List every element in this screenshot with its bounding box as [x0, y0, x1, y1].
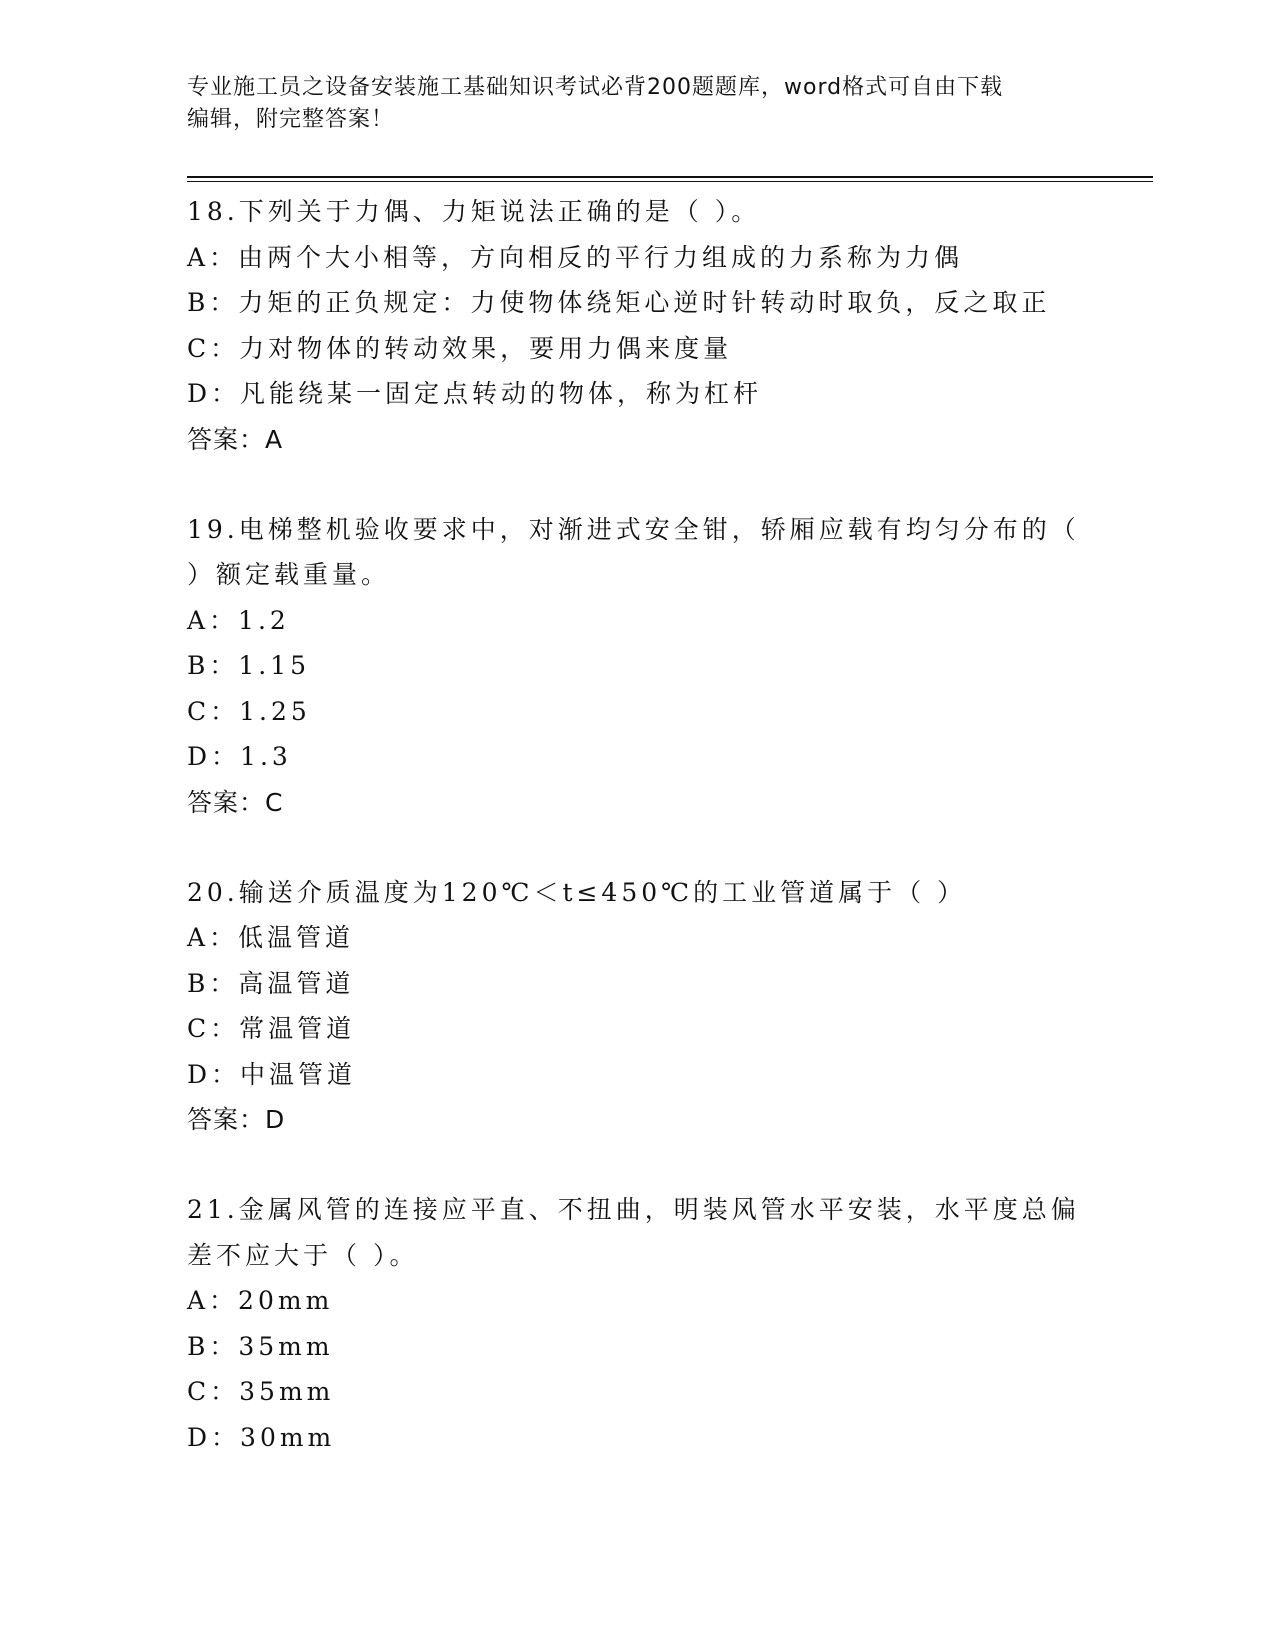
option-a: A：20mm — [187, 1286, 334, 1315]
option-c: C：常温管道 — [187, 1014, 356, 1043]
option-d: D：中温管道 — [187, 1059, 357, 1089]
option-d: D：1.3 — [187, 742, 292, 771]
question-stem: 18.下列关于力偶、力矩说法正确的是（ ）。 — [187, 197, 761, 226]
option-a: A：由两个大小相等，方向相反的平行力组成的力系称为力偶 — [187, 242, 964, 272]
option-c: C：1.25 — [187, 696, 311, 726]
header-divider-thick — [187, 176, 1153, 178]
header-line-2: 编辑，附完整答案！ — [187, 107, 395, 132]
option-b: B：力矩的正负规定：力使物体绕矩心逆时针转动时取负，反之取正 — [187, 288, 1051, 317]
option-a: A：低温管道 — [187, 923, 355, 952]
option-b: B：35mm — [187, 1331, 334, 1361]
question-stem-line-1: 19.电梯整机验收要求中，对渐进式安全钳，轿厢应载有均匀分布的（ — [187, 514, 1080, 544]
option-c: C：35mm — [187, 1377, 335, 1406]
option-b: B：高温管道 — [187, 968, 355, 998]
question-list — [187, 189, 1087, 1505]
question-stem-line-2: ）额定载重量。 — [187, 560, 391, 589]
question-19 — [187, 507, 1087, 825]
question-stem-line-1: 21.金属风管的连接应平直、不扭曲，明装风管水平安装，水平度总偏 — [187, 1195, 1080, 1224]
answer-label: 答案：A — [187, 424, 284, 454]
question-stem: 20.输送介质温度为120℃＜t≤450℃的工业管道属于（ ） — [187, 877, 967, 907]
question-stem-line-2: 差不应大于（ ）。 — [187, 1240, 419, 1270]
answer-label: 答案：D — [187, 1105, 286, 1134]
question-21 — [187, 1187, 1087, 1460]
answer-label: 答案：C — [187, 787, 284, 817]
option-b: B：1.15 — [187, 651, 311, 680]
question-20 — [187, 870, 1087, 1143]
header-line-1: 专业施工员之设备安装施工基础知识考试必背200题题库，word格式可自由下载 — [187, 75, 1004, 100]
option-c: C：力对物体的转动效果，要用力偶来度量 — [187, 333, 733, 363]
question-18 — [187, 189, 1087, 462]
document-header — [187, 72, 1087, 136]
option-d: D：30mm — [187, 1422, 336, 1452]
option-a: A：1.2 — [187, 605, 290, 635]
header-divider-thin — [187, 181, 1153, 182]
option-d: D：凡能绕某一固定点转动的物体，称为杠杆 — [187, 379, 763, 408]
